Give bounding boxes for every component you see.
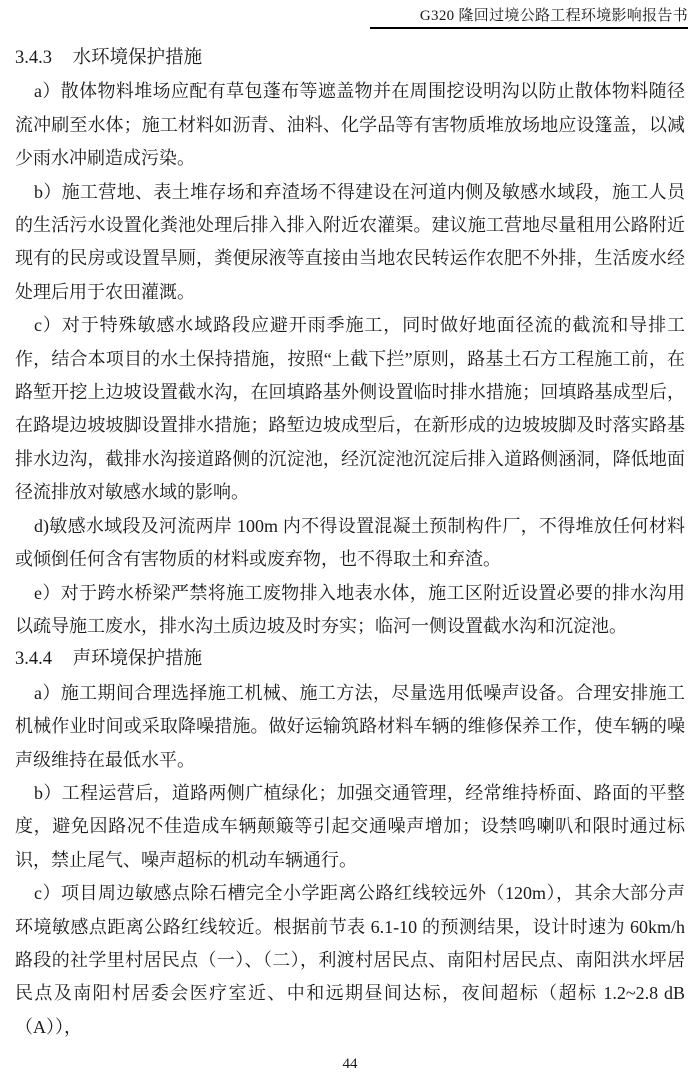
paragraph-noise-a: a）施工期间合理选择施工机械、施工方法，尽量选用低噪声设备。合理安排施工机械作业时间或采取降噪措施。做好运输筑路材料车辆的维修保养工作，使车辆的噪声级维持在最低水平。: [15, 682, 685, 770]
paragraph-water-a: a）散体物料堆场应配有草包蓬布等遮盖物并在周围挖设明沟以防止散体物料随径流冲刷至水体；施工材料如沥青、油料、化学品等有害物质堆放场地应设篷盖，以减少雨水冲刷造成污染。: [15, 81, 685, 169]
header-title: G320 隆回过境公路工程环境影响报告书: [419, 8, 688, 24]
section-number: 3.4.4: [15, 649, 52, 670]
section-title: 水环境保护措施: [72, 48, 203, 68]
page-footer: [0, 1055, 700, 1073]
paragraph-noise-b: b）工程运营后，道路两侧广植绿化；加强交通管理，经常维持桥面、路面的平整度，避免因路况不佳造成车辆颠簸等引起交通噪声增加；设禁鸣喇叭和限时通过标识，禁止尾气、噪声超标的机动车辆通行。: [15, 782, 685, 870]
section-heading-noise: [15, 643, 685, 676]
section-title: 声环境保护措施: [72, 649, 203, 670]
page-body: [0, 29, 700, 1044]
paragraph-water-d: d)敏感水域段及河流两岸 100m 内不得设置混凝土预制构件厂，不得堆放任何材料或倾倒任何含有害物质的材料或废弃物，也不得取土和弃渣。: [15, 515, 685, 570]
section-heading-water: [15, 42, 685, 75]
section-number: 3.4.3: [15, 48, 52, 68]
page-header: [0, 0, 700, 29]
paragraph-water-b: b）施工营地、表土堆存场和弃渣场不得建设在河道内侧及敏感水域段，施工人员的生活污水设置化粪池处理后排入排入附近农灌渠。建议施工营地尽量租用公路附近现有的民房或设置旱厕，粪便尿液等直接由当地农民转运作农肥不外排，生活废水经处理后用于农田灌溉。: [15, 181, 685, 302]
paragraph-water-e: e）对于跨水桥梁严禁将施工废物排入地表水体，施工区附近设置必要的排水沟用以疏导施工废水，排水沟土质边坡及时夯实；临河一侧设置截水沟和沉淀池。: [15, 582, 685, 636]
paragraph-water-c: c）对于特殊敏感水域路段应避开雨季施工，同时做好地面径流的截流和导排工作，结合本项目的水土保持措施，按照“上截下拦”原则，路基土石方工程施工前，在路堑开挖上边坡设置截水沟，在回填路基外侧设置临时排水措施；回填路基成型后，在路堤边坡坡脚设置排水措施；路堑边坡成型后，在新形成的边坡坡脚及时落实路基排水边沟，截排水沟接道路侧的沉淀池，经沉淀池沉淀后排入道路侧涵洞，降低地面径流排放对敏感水域的影响。: [15, 315, 685, 503]
paragraph-noise-c: c）项目周边敏感点除石槽完全小学距离公路红线较远外（120m），其余大部分声环境敏感点距离公路红线较近。根据前节表 6.1-10 的预测结果，设计时速为 60km/h 路段的社学里村居民点（一）、（二），利渡村居民点、南阳村居民点、南阳洪水坪居民点及南阳村居委会医疗室近、中和远期昼间达标，夜间超标（超标 1.2~2.8 dB（A）），: [15, 883, 685, 1037]
page-number: 44: [342, 1056, 358, 1072]
header-inner: [370, 6, 688, 29]
